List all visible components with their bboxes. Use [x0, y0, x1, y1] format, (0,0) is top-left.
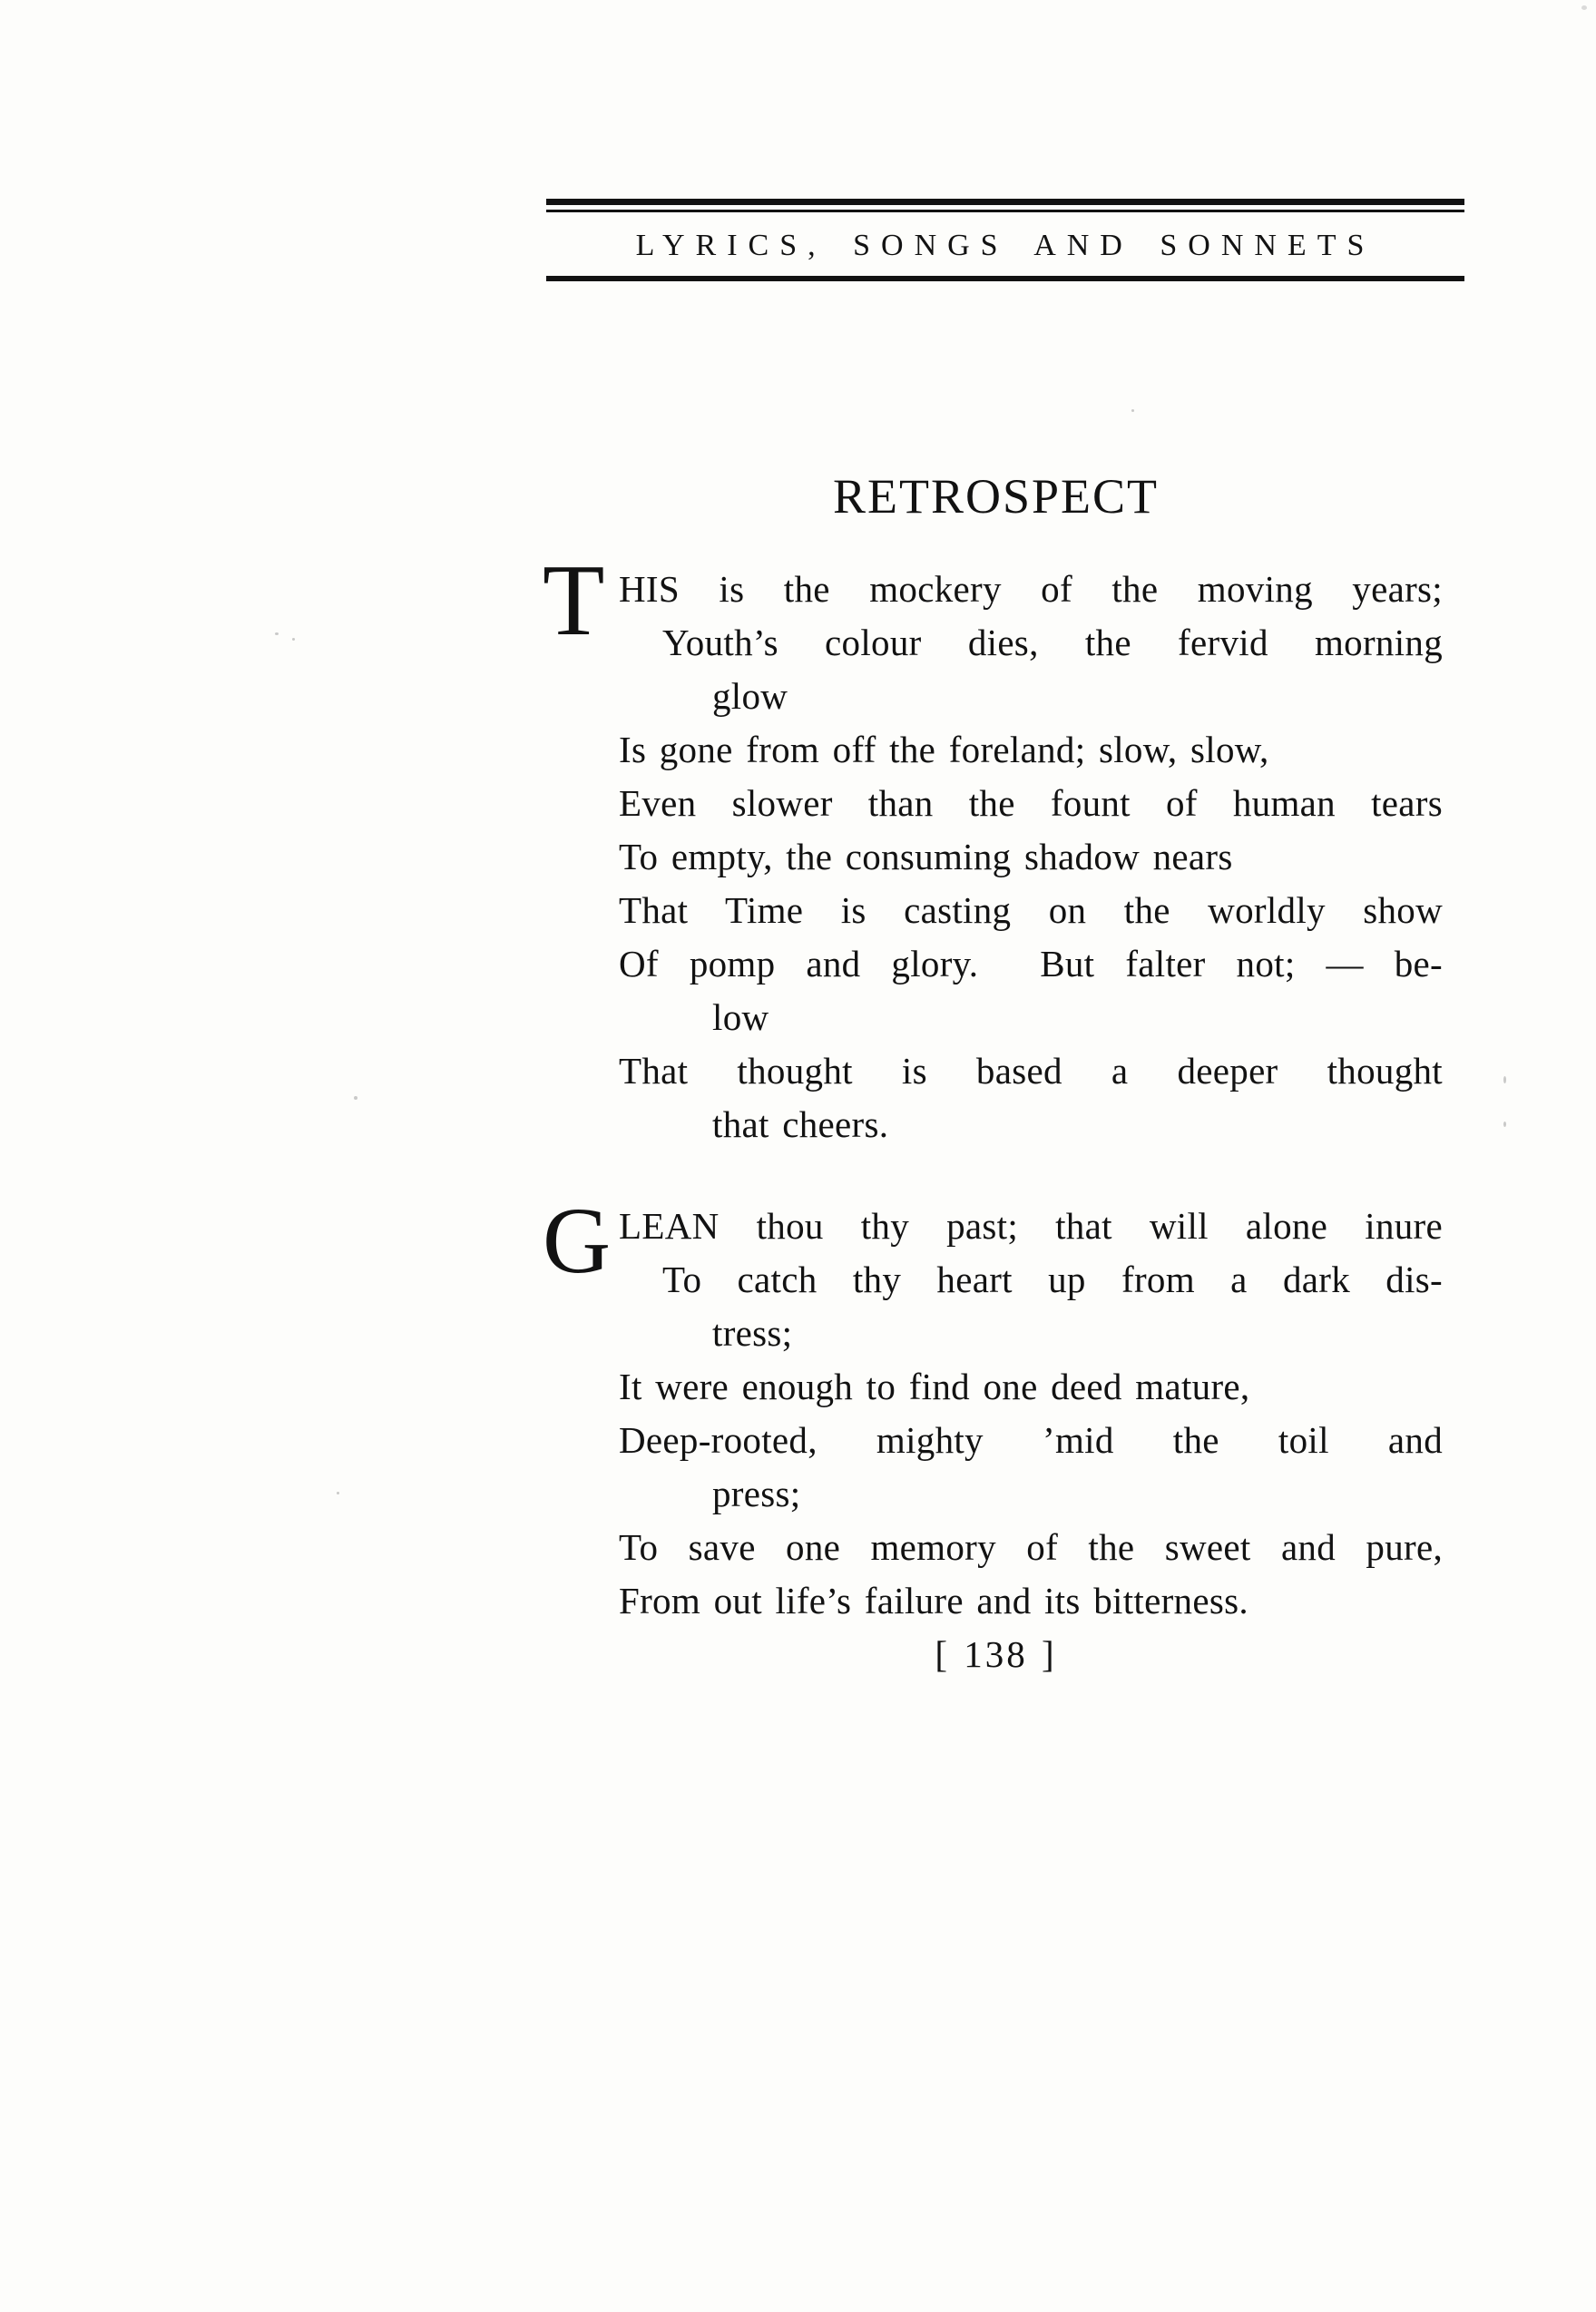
scan-speck: [275, 632, 279, 635]
running-header-title: LYRICS, SONGS AND SONNETS: [635, 229, 1376, 262]
poem-line: To empty, the consuming shadow nears: [619, 836, 1233, 877]
scan-speck: [1503, 1122, 1506, 1127]
poem-line: HIS is the mockery of the moving years;: [619, 568, 1443, 610]
poem-line: To catch thy heart up from a dark dis-: [662, 1259, 1443, 1300]
poem-line: that cheers.: [712, 1103, 889, 1145]
poem-line: press;: [712, 1473, 801, 1514]
poem-line: That Time is casting on the worldly show: [619, 889, 1443, 931]
dropcap-letter: T: [543, 544, 605, 657]
poem-line: low: [712, 996, 769, 1038]
poem-title: RETROSPECT: [832, 469, 1160, 524]
poem-line: Is gone from off the foreland; slow, slow,: [619, 729, 1269, 770]
poem-line: glow: [712, 675, 788, 717]
scan-speck: [354, 1096, 357, 1100]
poem-line: Deep-rooted, mighty ’mid the toil and: [619, 1419, 1443, 1461]
page-number: [ 138 ]: [935, 1633, 1057, 1675]
poem-line: It were enough to find one deed mature,: [619, 1366, 1250, 1407]
poem-line: tress;: [712, 1312, 793, 1354]
poem-line: From out life’s failure and its bitterness.: [619, 1580, 1248, 1621]
poem-line: That thought is based a deeper thought: [619, 1050, 1443, 1092]
poem-line: Youth’s colour dies, the fervid morning: [662, 622, 1443, 663]
poem-line: Even slower than the fount of human tears: [619, 782, 1443, 824]
dropcap-letter: G: [543, 1189, 612, 1293]
scan-speck: [1131, 409, 1134, 412]
poem-line: Of pomp and glory. But falter not; — be-: [619, 943, 1443, 985]
scan-speck: [1581, 5, 1587, 10]
stanza-2: [543, 1189, 1443, 1628]
poem: [544, 0, 1447, 2312]
scan-speck: [1503, 1076, 1506, 1083]
scan-speck: [292, 638, 295, 641]
stanza-1: [543, 544, 1443, 1151]
scan-speck: [337, 1492, 339, 1494]
poem-line: LEAN thou thy past; that will alone inure: [619, 1205, 1443, 1247]
poem-line: To save one memory of the sweet and pure,: [619, 1526, 1443, 1568]
